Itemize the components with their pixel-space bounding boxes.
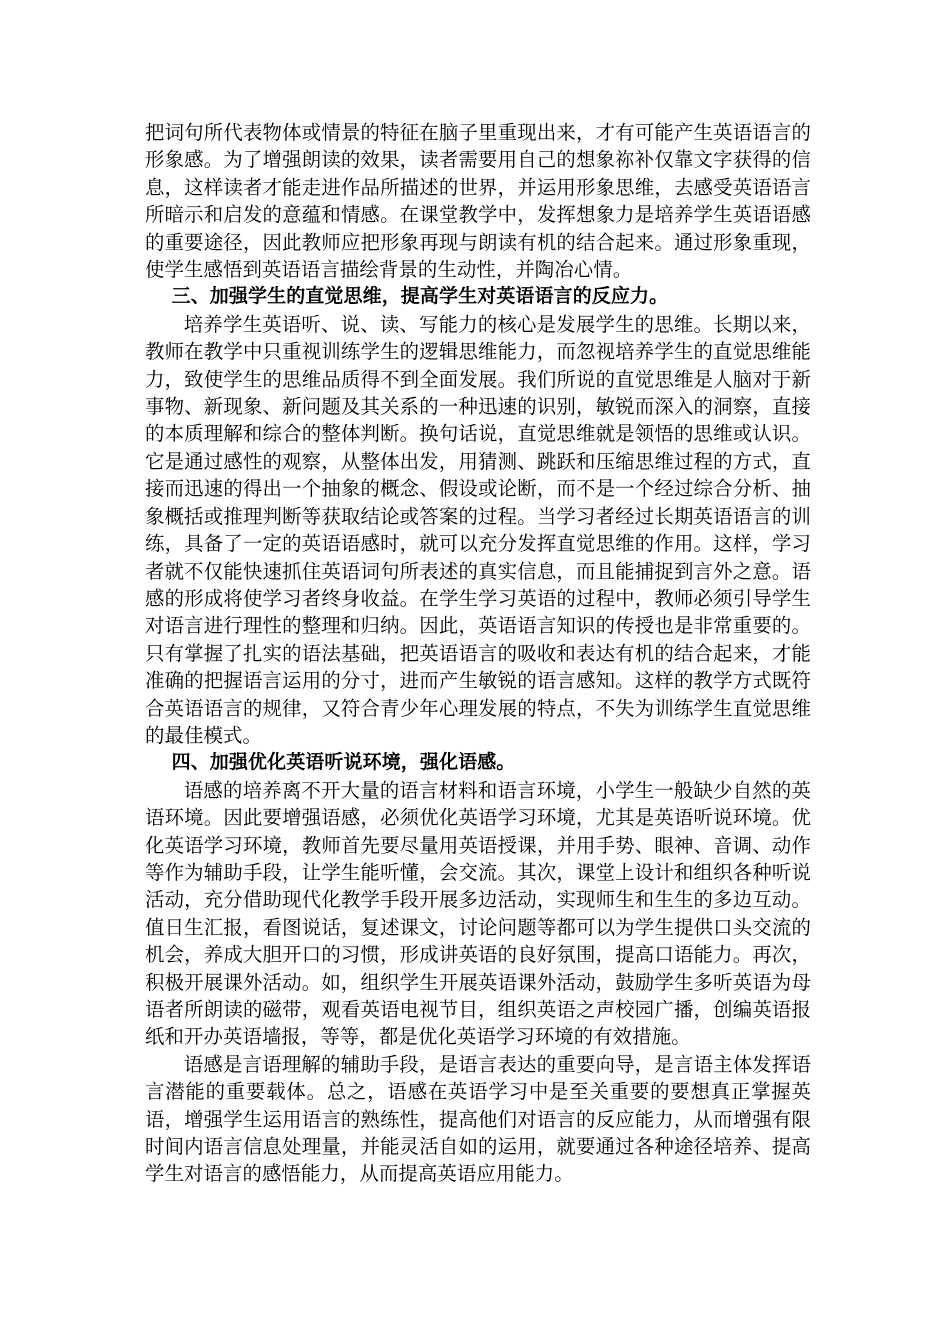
body-paragraph: 语感的培养离不开大量的语言材料和语言环境，小学生一般缺少自然的英语环境。因此要增强语感，必须优化英语学习环境，尤其是英语听说环境。优化英语学习环境，教师首先要尽量用英语授课，并用手势、眼神、音调、动作等作为辅助手段，让学生能听懂，会交流。其次，课堂上设计和组织各种听说活动，充分借助现代化教学手段开展多边活动，实现师生和生生的多边互动。值日生汇报，看图说话，复述课文，讨论问题等都可以为学生提供口头交流的机会，养成大胆开口的习惯，形成讲英语的良好氛围，提高口语能力。再次，积极开展课外活动。如，组织学生开展英语课外活动，鼓励学生多听英语为母语者所朗读的磁带，观看英语电视节目，组织英语之声校园广播，创编英语报纸和开办英语墙报，等等，都是优化英语学习环境的有效措施。 [145,778,811,1049]
document-page [145,119,811,1188]
body-paragraph: 把词句所代表物体或情景的特征在脑子里重现出来，才有可能产生英语语言的形象感。为了增强朗读的效果，读者需要用自己的想象祢补仅靠文字获得的信息，这样读者才能走进作品所描述的世界，并运用形象思维，去感受英语语言所暗示和启发的意蕴和情感。在课堂教学中，发挥想象力是培养学生英语语感的重要途径，因此教师应把形象再现与朗读有机的结合起来。通过形象重现，使学生感悟到英语语言描绘背景的生动性，并陶冶心情。 [145,121,811,282]
body-paragraph: 语感是言语理解的辅助手段，是语言表达的重要向导，是言语主体发挥语言潜能的重要载体。总之，语感在英语学习中是至关重要的要想真正掌握英语，增强学生运用语言的熟练性，提高他们对语言的反应能力，从而增强有限时间内语言信息处理量，并能灵活自如的运用，就要通过各种途径培养、提高学生对语言的感悟能力，从而提高英语应用能力。 [145,1052,811,1186]
body-paragraph: 培养学生英语听、说、读、写能力的核心是发展学生的思维。长期以来，教师在教学中只重视训练学生的逻辑思维能力，而忽视培养学生的直觉思维能力，致使学生的思维品质得不到全面发展。我们所说的直觉思维是人脑对于新事物、新现象、新问题及其关系的一种迅速的识别，敏锐而深入的洞察，直接的本质理解和综合的整体判断。换句话说，直觉思维就是领悟的思维或认识。它是通过感性的观察，从整体出发，用猜测、跳跃和压缩思维过程的方式，直接而迅速的得出一个抽象的概念、假设或论断，而不是一个经过综合分析、抽象概括或推理判断等获取结论或答案的过程。当学习者经过长期英语语言的训练，具备了一定的英语语感时，就可以充分发挥直觉思维的作用。这样，学习者就不仅能快速抓住英语词句所表述的真实信息，而且能捕捉到言外之意。语感的形成将使学习者终身收益。在学生学习英语的过程中，教师必须引导学生对语言进行理性的整理和归纳。因此，英语语言知识的传授也是非常重要的。只有掌握了扎实的语法基础，把英语语言的吸收和表达有机的结合起来，才能准确的把握语言运用的分寸，进而产生敏锐的语言感知。这样的教学方式既符合英语语言的规律，又符合青少年心理发展的特点，不失为训练学生直觉思维的最佳模式。 [145,312,811,747]
section-heading: 三、加强学生的直觉思维，提高学生对英语语言的反应力。 [171,285,669,308]
section-heading: 四、加强优化英语听说环境，强化语感。 [171,751,516,774]
